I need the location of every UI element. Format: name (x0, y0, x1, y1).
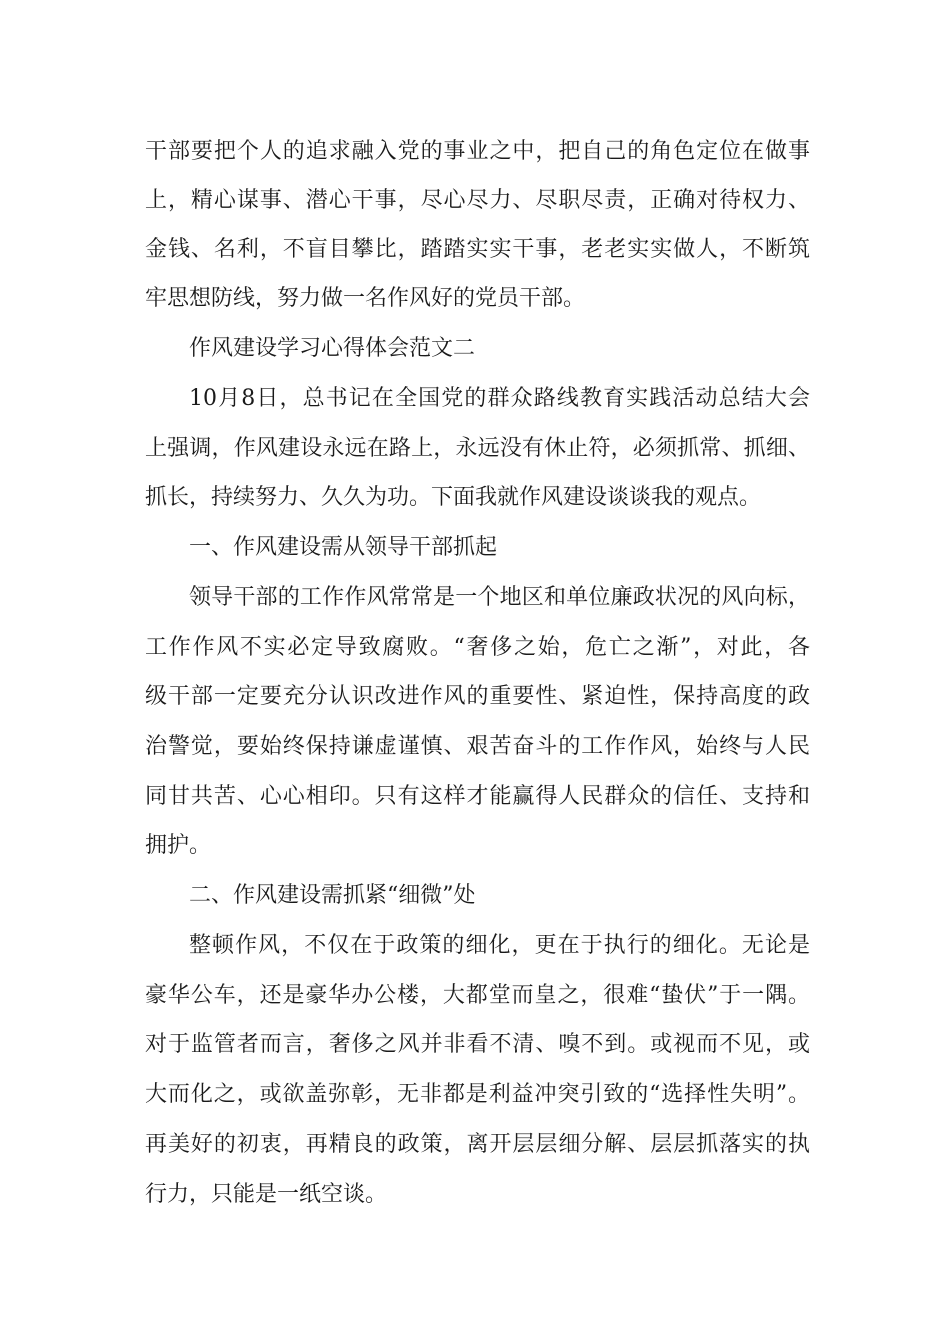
text-line: 工作作风不实必定导致腐败。“奢侈之始，危亡之渐”，对此，各 (145, 635, 810, 660)
text-line: 干部要把个人的追求融入党的事业之中，把自己的角色定位在做事 (145, 139, 810, 164)
text-line: 对于监管者而言，奢侈之风并非看不清、嗅不到。或视而不见，或 (145, 1032, 810, 1057)
text-line: 同甘共苦、心心相印。只有这样才能赢得人民群众的信任、支持和 (145, 784, 810, 809)
text-line: 上，精心谋事、潜心干事，尽心尽力、尽职尽责，正确对待权力、 (145, 188, 810, 213)
text-line: 牢思想防线，努力做一名作风好的党员干部。 (145, 286, 586, 311)
text-line: 治警觉，要始终保持谦虚谨慎、艰苦奋斗的工作作风，始终与人民 (145, 734, 810, 759)
text-line: 级干部一定要充分认识改进作风的重要性、紧迫性，保持高度的政 (145, 684, 810, 709)
text-line: 豪华公车，还是豪华办公楼，大都堂而皇之，很难“蛰伏”于一隅。 (145, 983, 810, 1008)
text-line: 10月8日，总书记在全国党的群众路线教育实践活动总结大会 (189, 386, 810, 411)
text-line: 再美好的初衷，再精良的政策，离开层层细分解、层层抓落实的执 (145, 1132, 810, 1157)
section-title: 作风建设学习心得体会范文二 (189, 336, 476, 361)
text-line: 行力，只能是一纸空谈。 (145, 1182, 388, 1207)
text-line: 大而化之，或欲盖弥彰，无非都是利益冲突引致的“选择性失明”。 (145, 1082, 810, 1107)
text-line: 抓长，持续努力、久久为功。下面我就作风建设谈谈我的观点。 (145, 485, 762, 510)
text-line: 领导干部的工作作风常常是一个地区和单位廉政状况的风向标， (189, 585, 810, 610)
text-line: 上强调，作风建设永远在路上，永远没有休止符，必须抓常、抓细、 (145, 436, 810, 461)
section-heading: 二、作风建设需抓紧“细微”处 (189, 883, 476, 908)
section-heading: 一、作风建设需从领导干部抓起 (189, 535, 498, 560)
text-line: 拥护。 (145, 833, 212, 858)
text-line: 整顿作风，不仅在于政策的细化，更在于执行的细化。无论是 (189, 933, 810, 958)
text-line: 金钱、名利，不盲目攀比，踏踏实实干事，老老实实做人，不断筑 (145, 237, 810, 262)
